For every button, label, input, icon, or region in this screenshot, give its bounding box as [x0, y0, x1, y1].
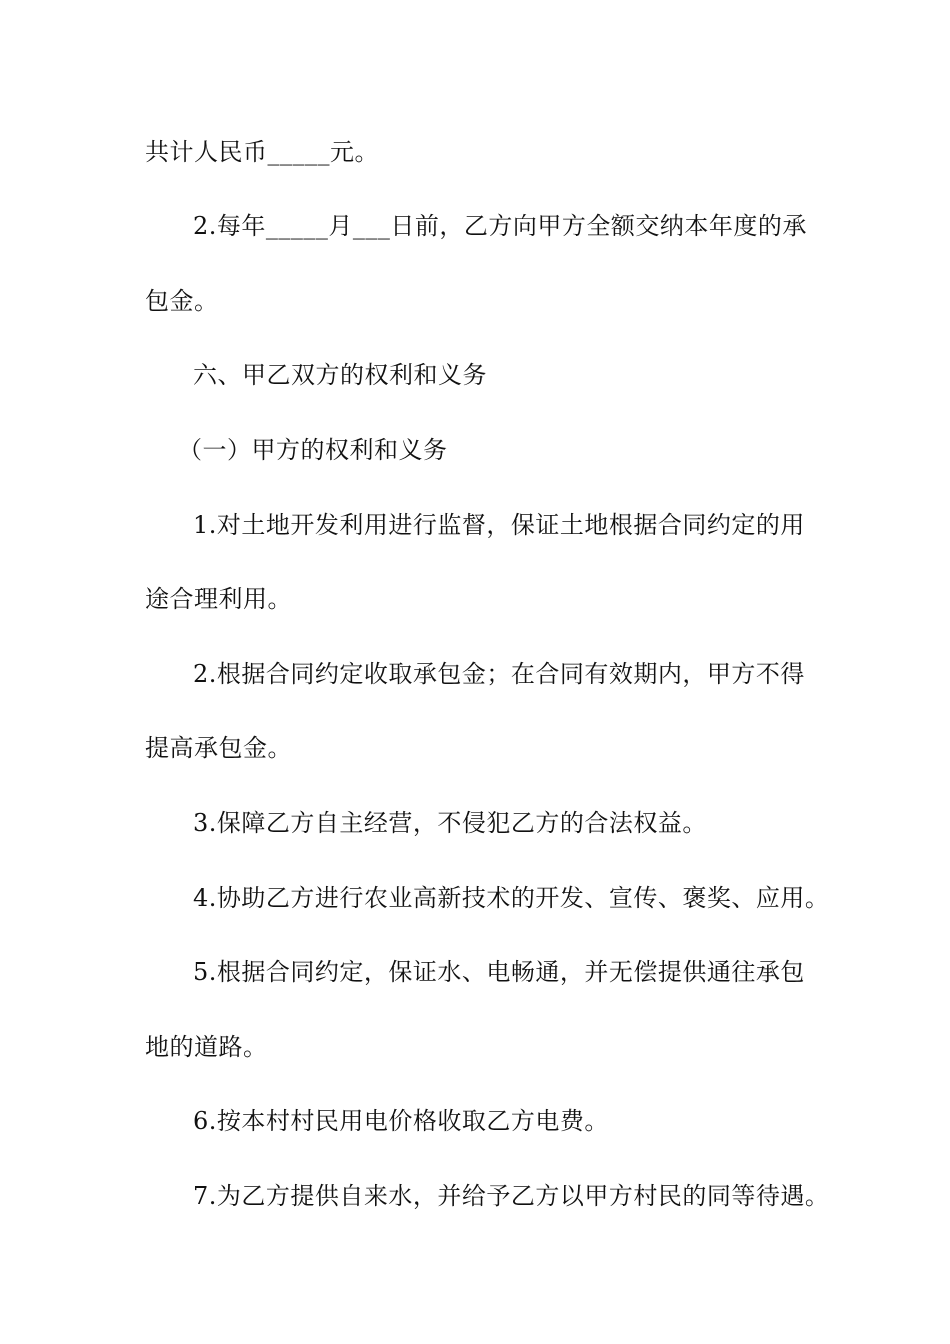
- text-line-item-4: 4.协助乙方进行农业高新技术的开发、宣传、褒奖、应用。: [193, 884, 830, 912]
- section-heading-rights-obligations: 六、甲乙双方的权利和义务: [193, 361, 487, 389]
- text-line-item-7: 7.为乙方提供自来水，并给予乙方以甲方村民的同等待遇。: [193, 1182, 830, 1210]
- text-line-item-3: 3.保障乙方自主经营，不侵犯乙方的合法权益。: [193, 809, 707, 837]
- text-line-item-2-cont: 提高承包金。: [145, 734, 292, 762]
- text-line-item-1: 1.对土地开发利用进行监督，保证土地根据合同约定的用: [193, 511, 805, 539]
- text-line-item-5-cont: 地的道路。: [145, 1033, 268, 1061]
- subsection-heading-party-a: （一）甲方的权利和义务: [178, 436, 448, 464]
- text-line-item-2: 2.根据合同约定收取承包金；在合同有效期内，甲方不得: [193, 660, 805, 688]
- text-line-total-rmb: 共计人民币_____元。: [145, 138, 379, 166]
- text-line-item-5: 5.根据合同约定，保证水、电畅通，并无偿提供通往承包: [193, 958, 805, 986]
- text-line-item-1-cont: 途合理利用。: [145, 585, 292, 613]
- text-line-clause-2-payment: 2.每年_____月___日前，乙方向甲方全额交纳本年度的承: [193, 212, 807, 240]
- text-line-clause-2-cont: 包金。: [145, 287, 219, 315]
- text-line-item-6: 6.按本村村民用电价格收取乙方电费。: [193, 1107, 609, 1135]
